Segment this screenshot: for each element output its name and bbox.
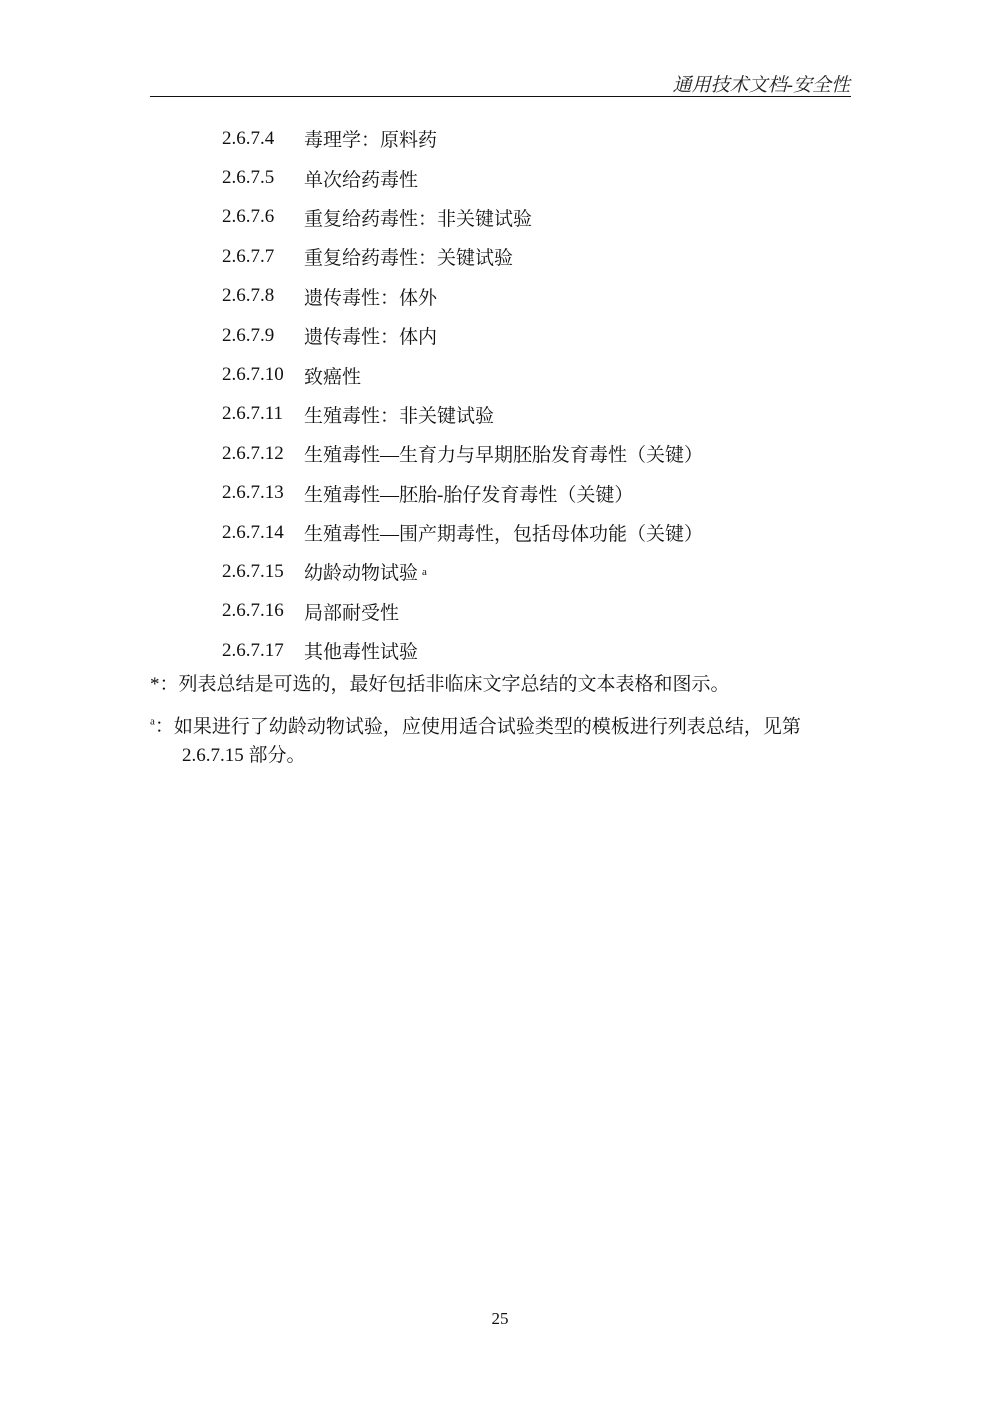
toc-item — [222, 395, 703, 434]
page-header — [150, 68, 850, 96]
footnote-text-continued: 2.6.7.15 部分。 — [182, 745, 306, 767]
toc-item — [222, 552, 703, 591]
toc-item — [222, 119, 703, 158]
toc-item — [222, 198, 703, 237]
toc-number: 2.6.7.13 — [222, 482, 284, 504]
toc-item — [222, 434, 703, 473]
toc-item — [222, 631, 703, 670]
toc-item — [222, 592, 703, 631]
footnote-text: 列表总结是可选的，最好包括非临床文字总结的文本表格和图示。 — [178, 674, 730, 695]
toc-item — [222, 316, 703, 355]
toc-title: 毒理学：原料药 — [304, 130, 438, 152]
toc-number: 2.6.7.16 — [222, 600, 284, 622]
toc-title: 生殖毒性—生育力与早期胚胎发育毒性（关键） — [304, 445, 704, 467]
footnote-a — [150, 708, 850, 770]
header-title: 通用技术文档-安全性 — [672, 75, 850, 96]
footnote-mark: *： — [150, 674, 179, 695]
toc-item — [222, 474, 703, 513]
toc-title: 幼龄动物试验 — [304, 563, 419, 585]
toc-number: 2.6.7.17 — [222, 639, 284, 661]
toc-number: 2.6.7.8 — [222, 285, 275, 307]
toc-title: 单次给药毒性 — [304, 169, 419, 191]
footnote-asterisk — [150, 670, 850, 699]
toc-number: 2.6.7.11 — [222, 403, 284, 425]
toc-number: 2.6.7.7 — [222, 245, 275, 267]
toc-title: 致癌性 — [304, 366, 362, 388]
toc-number: 2.6.7.4 — [222, 127, 275, 149]
toc-item — [222, 158, 703, 197]
header-rule — [150, 96, 851, 97]
toc-title: 其他毒性试验 — [304, 642, 419, 664]
toc-title: 局部耐受性 — [304, 602, 400, 624]
toc-title: 遗传毒性：体内 — [304, 327, 438, 349]
toc-title: 遗传毒性：体外 — [304, 287, 438, 309]
toc-number: 2.6.7.14 — [222, 521, 284, 543]
toc-item — [222, 237, 703, 276]
toc-title: 重复给药毒性：关键试验 — [304, 248, 514, 270]
toc-item — [222, 513, 703, 552]
footnote-marker: a — [422, 565, 427, 578]
toc-title: 重复给药毒性：非关键试验 — [304, 208, 533, 230]
toc-title: 生殖毒性—围产期毒性，包括母体功能（关键） — [304, 524, 704, 546]
toc-item — [222, 355, 703, 394]
toc-item — [222, 277, 703, 316]
toc-list — [222, 119, 703, 670]
footnote-text: 如果进行了幼龄动物试验，应使用适合试验类型的模板进行列表总结，见第 — [173, 716, 801, 738]
page-number: 25 — [491, 1309, 509, 1328]
toc-title: 生殖毒性：非关键试验 — [304, 405, 495, 427]
toc-number: 2.6.7.10 — [222, 364, 284, 386]
toc-title: 生殖毒性—胚胎-胎仔发育毒性（关键） — [304, 484, 634, 506]
toc-number: 2.6.7.12 — [222, 442, 284, 464]
toc-number: 2.6.7.6 — [222, 206, 275, 228]
toc-number: 2.6.7.5 — [222, 167, 275, 189]
footnote-mark: $^a$： — [150, 716, 174, 738]
toc-number: 2.6.7.15 — [222, 560, 284, 582]
toc-number: 2.6.7.9 — [222, 324, 275, 346]
